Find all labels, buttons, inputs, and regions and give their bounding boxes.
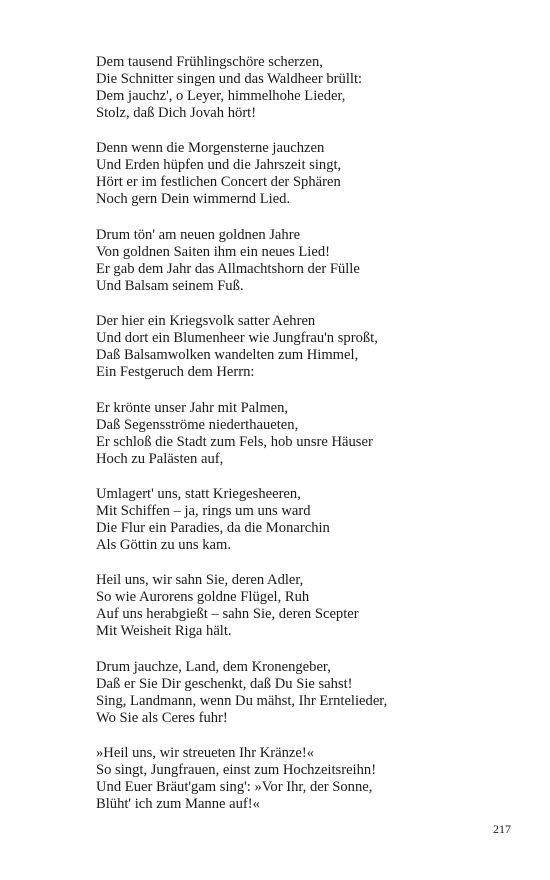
verse-line: Die Schnitter singen und das Waldheer brüllt: bbox=[96, 71, 363, 87]
verse-line: Mit Schiffen – ja, rings um uns ward bbox=[96, 502, 311, 519]
verse-line: Dem tausend Frühlingschöre scherzen, bbox=[96, 54, 323, 70]
stanza-9 bbox=[96, 745, 516, 813]
verse-line: Die Flur ein Paradies, da die Monarchin bbox=[96, 519, 330, 536]
verse-line: Blüht' ich zum Manne auf!« bbox=[96, 796, 260, 813]
poem bbox=[96, 54, 516, 832]
stanza-7 bbox=[96, 572, 516, 640]
verse-line: Der hier ein Kriegsvolk satter Aehren bbox=[96, 313, 316, 330]
verse-line: Ein Festgeruch dem Herrn: bbox=[96, 364, 255, 381]
verse-line: Wo Sie als Ceres fuhr! bbox=[96, 709, 228, 726]
verse-line: Noch gern Dein wimmernd Lied. bbox=[96, 191, 291, 208]
verse-line: So singt, Jungfrauen, einst zum Hochzeitsreihn! bbox=[96, 762, 377, 779]
verse-line: Hoch zu Palästen auf, bbox=[96, 450, 224, 467]
stanza-4 bbox=[96, 313, 516, 381]
verse-line: Stolz, daß Dich Jovah hört! bbox=[96, 105, 257, 121]
stanza-6 bbox=[96, 486, 516, 554]
verse-line: Von goldnen Saiten ihm ein neues Lied! bbox=[96, 243, 330, 260]
verse-line: Er gab dem Jahr das Allmachtshorn der Fülle bbox=[96, 260, 360, 277]
verse-line: Denn wenn die Morgensterne jauchzen bbox=[96, 140, 325, 157]
stanza-8 bbox=[96, 659, 516, 727]
verse-line: Daß er Sie Dir geschenkt, daß Du Sie sahst! bbox=[96, 675, 353, 692]
verse-line: Daß Balsamwolken wandelten zum Himmel, bbox=[96, 347, 359, 364]
verse-line: Und Erden hüpfen und die Jahrszeit singt, bbox=[96, 157, 342, 174]
verse-line: So wie Aurorens goldne Flügel, Ruh bbox=[96, 589, 310, 606]
verse-line: Und Euer Bräut'gam sing': »Vor Ihr, der Sonne, bbox=[96, 779, 373, 796]
stanza-3 bbox=[96, 227, 516, 295]
verse-line: Drum tön' am neuen goldnen Jahre bbox=[96, 226, 301, 243]
verse-line: Sing, Landmann, wenn Du mähst, Ihr Erntelieder, bbox=[96, 692, 388, 709]
verse-line: Drum jauchze, Land, dem Kronengeber, bbox=[96, 658, 331, 675]
verse-line: Daß Segensströme niederthaueten, bbox=[96, 416, 299, 433]
stanza-5 bbox=[96, 400, 516, 468]
verse-line: »Heil uns, wir streueten Ihr Kränze!« bbox=[96, 745, 315, 762]
verse-line: Er schloß die Stadt zum Fels, hob unsre Häuser bbox=[96, 433, 373, 450]
stanza-2 bbox=[96, 140, 516, 208]
verse-line: Und Balsam seinem Fuß. bbox=[96, 277, 244, 294]
verse-line: Mit Weisheit Riga hält. bbox=[96, 623, 232, 640]
verse-line: Als Göttin zu uns kam. bbox=[96, 536, 231, 553]
verse-line: Er krönte unser Jahr mit Palmen, bbox=[96, 399, 289, 416]
verse-line: Heil uns, wir sahn Sie, deren Adler, bbox=[96, 572, 304, 589]
verse-line: Dem jauchz', o Leyer, himmelhohe Lieder, bbox=[96, 88, 346, 104]
page-number: 217 bbox=[493, 822, 511, 836]
verse-line: Auf uns herabgießt – sahn Sie, deren Scepter bbox=[96, 606, 359, 623]
verse-line: Umlagert' uns, statt Kriegesheeren, bbox=[96, 485, 301, 502]
verse-line: Hört er im festlichen Concert der Sphären bbox=[96, 174, 341, 191]
verse-line: Und dort ein Blumenheer wie Jungfrau'n sproßt, bbox=[96, 330, 378, 347]
stanza-1 bbox=[96, 54, 516, 122]
